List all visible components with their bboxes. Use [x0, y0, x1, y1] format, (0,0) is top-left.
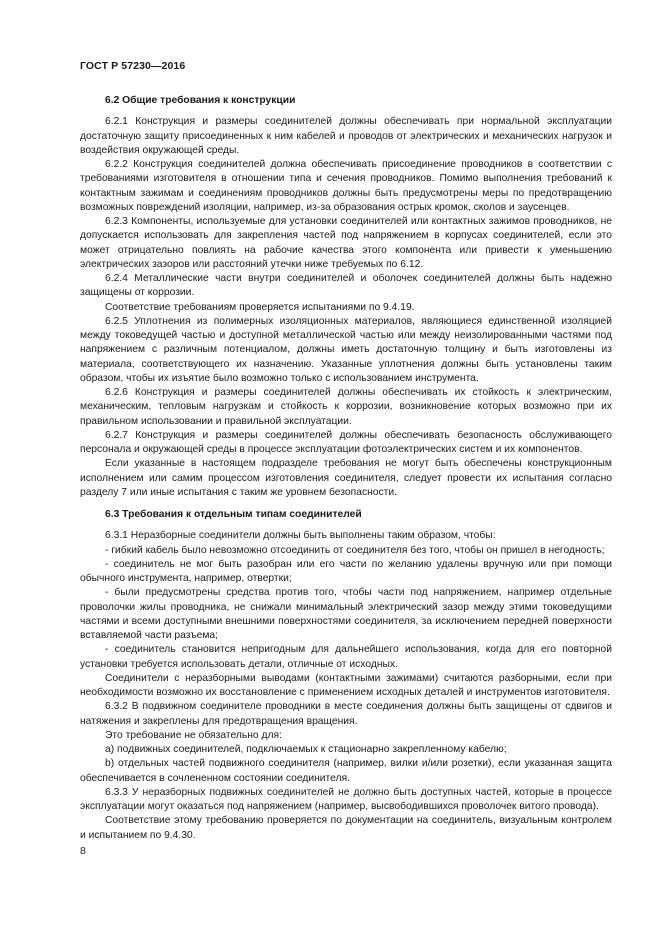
paragraph-6-2-3: 6.2.3 Компоненты, используемые для установки соединителей или контактных зажимов проводников, не допускается использовать для закрепления частей под напряжением в корпусах соединителей, если это может отрицательно повлиять на рабочие качества этого компонента или привести к уменьшению электрических зазоров или расстояний утечки ниже требуемых по 6.12. — [80, 216, 612, 270]
list-item: - были предусмотрены средства против того, чтобы части под напряжением, например отдельные проволочки жилы проводника, не снижали минимальный электрический зазор между этими токоведущими частями и всеми доступными внешними поверхностями соединителя, за исключением передней поверхности вставляемой части разъема; — [80, 587, 612, 641]
section-heading-6-2: 6.2 Общие требования к конструкции — [105, 95, 296, 106]
paragraph-6-2-note: Если указанные в настоящем подразделе требования не могут быть обеспечены конструкционным исполнением или самим процессом изготовления соединителя, следует провести их испытания согласно разделу 7 или иные испытания с таким же уровнем безопасности. — [80, 458, 612, 498]
paragraph-6-2-2: 6.2.2 Конструкция соединителей должна обеспечивать присоединение проводников в соответствии с требованиями изготовителя в отношении типа и сечения проводников. Помимо выполнения требований к контактным зажимам и соединениям проводников должны быть предусмотрены меры по предотвращению возможных повреждений изоляции, например, из-за образования острых кромок, сколов и заусенцев. — [80, 159, 612, 213]
paragraph-6-3-1: 6.3.1 Неразборные соединители должны быть выполнены таким образом, чтобы: — [105, 530, 496, 542]
paragraph-6-3-3-compliance: Соответствие этому требованию проверяется по документации на соединитель, визуальным контролем и испытанием по 9.4.30. — [80, 815, 612, 841]
paragraph-6-3-1-note: Соединители с неразборными выводами (контактными зажимами) считаются разборными, если при необходимости возможно их восстановление с применением исходных деталей и инструментов изготовителя. — [80, 672, 612, 698]
document-body — [80, 94, 612, 843]
page-number: 8 — [80, 845, 86, 857]
paragraph-6-2-4-compliance: Соответствие требованиям проверяется испытаниями по 9.4.19. — [105, 301, 415, 313]
list-item: a) подвижных соединителей, подключаемых к стационарно закрепленному кабелю; — [105, 744, 507, 755]
list-item: - гибкий кабель было невозможно отсоединить от соединителя без того, чтобы он пришел в негодность; — [105, 544, 605, 556]
paragraph-6-3-2-exception: Это требование не обязательно для: — [105, 729, 282, 741]
list-item: - соединитель становится непригодным для дальнейшего использования, когда для его повторной установки требуется использовать детали, отличные от исходных. — [80, 644, 612, 670]
paragraph-6-2-1: 6.2.1 Конструкция и размеры соединителей должны обеспечивать при нормальной эксплуатации достаточную защиту присоединенных к ним кабелей и проводов от электрических и механических нагрузок и воздействия окружающей среды. — [80, 116, 612, 156]
list-item: b) отдельных частей подвижного соединителя (например, вилки и/или розетки), если указанная защита обеспечивается в сочлененном состоянии соединителя. — [80, 758, 612, 784]
standard-designation: ГОСТ Р 57230—2016 — [80, 60, 186, 72]
paragraph-6-2-5: 6.2.5 Уплотнения из полимерных изоляционных материалов, являющиеся единственной изоляцией между токоведущей частью и доступной металлической частью или между неизолированными частями под напряжением с различным потенциалом, должны иметь достаточную толщину и быть изготовлены из материала, соответствующего их назначению. Указанные уплотнения должны быть установлены таким образом, чтобы их изъятие было возможно только с использованием инструмента. — [80, 315, 612, 384]
list-item: - соединитель не мог быть разобран или его части по желанию удалены вручную или при помощи обычного инструмента, например, отвертки; — [80, 558, 612, 584]
paragraph-6-2-4: 6.2.4 Металлические части внутри соединителей и оболочек соединителей должны быть надежно защищены от коррозии. — [80, 273, 612, 299]
section-heading-6-3: 6.3 Требования к отдельным типам соединителей — [105, 509, 362, 520]
paragraph-6-2-6: 6.2.6 Конструкция и размеры соединителей должны обеспечивать их стойкость к электрическим, механическим, тепловым нагрузкам и стойкость к коррозии, возникновение которых возможно при их правильном использовании и правильной эксплуатации. — [80, 387, 612, 427]
paragraph-6-3-2: 6.3.2 В подвижном соединителе проводники в месте соединения должны быть защищены от сдвигов и натяжения и закреплены для предотвращения вращения. — [80, 701, 612, 727]
paragraph-6-3-3: 6.3.3 У неразборных подвижных соединителей не должно быть доступных частей, которые в процессе эксплуатации могут оказаться под напряжением (например, высвободившихся проволочек витого провода). — [80, 786, 612, 812]
paragraph-6-2-7: 6.2.7 Конструкция и размеры соединителей должны обеспечивать безопасность обслуживающего персонала и окружающей среды в процессе эксплуатации фотоэлектрических систем и их компонентов. — [80, 429, 612, 455]
